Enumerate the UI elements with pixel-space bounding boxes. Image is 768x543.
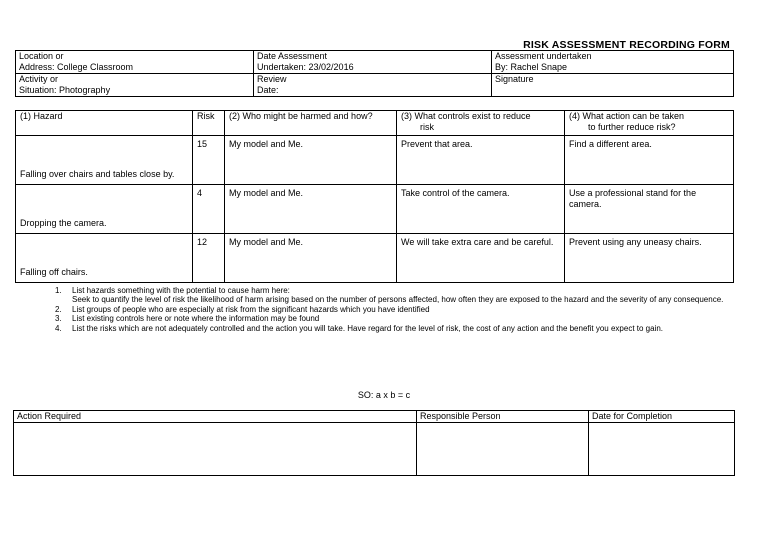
action-header-line1: (4) What action can be taken [569, 111, 685, 121]
list-item [55, 305, 735, 314]
action-required-cell[interactable] [14, 423, 417, 476]
review-cell [254, 74, 492, 97]
responsible-person-cell[interactable] [417, 423, 589, 476]
controls-cell: Take control of the camera. [397, 185, 565, 234]
note-text-detail: Seek to quantify the level of risk the likelihood of harm arising based on the number of persons affected, how often they are exposed to the hazard and the severity of any consequence. [72, 295, 724, 305]
date-cell [254, 51, 492, 74]
action-required-header: Action Required [14, 411, 417, 423]
note-text: List the risks which are not adequately controlled and the action you will take. Have regard for the level of risk, the cost of any action and the benefit you expect to gain. [72, 323, 664, 333]
list-number: 1. [55, 286, 62, 295]
table-row [14, 423, 735, 476]
date-value: Undertaken: 23/02/2016 [257, 62, 354, 72]
action-header [565, 111, 734, 136]
action-cell: Find a different area. [565, 136, 734, 185]
location-value: Address: College Classroom [19, 62, 134, 72]
risk-cell: 12 [193, 234, 225, 283]
header-table [15, 50, 734, 97]
list-item [55, 314, 735, 323]
hazard-table [15, 110, 734, 283]
assessor-value: By: Rachel Snape [495, 62, 568, 72]
instructions-list [55, 286, 735, 333]
action-table [13, 410, 735, 476]
note-text: List hazards something with the potential to cause harm here: [72, 286, 290, 295]
table-row [16, 136, 734, 185]
risk-formula: SO: a x b = c [357, 390, 411, 400]
risk-cell: 4 [193, 185, 225, 234]
action-table-header [14, 411, 735, 423]
activity-value: Situation: Photography [19, 85, 111, 95]
action-header-line2: to further reduce risk? [588, 122, 676, 132]
hazard-cell: Dropping the camera. [16, 185, 193, 234]
hazard-table-header [16, 111, 734, 136]
who-header: (2) Who might be harmed and how? [225, 111, 397, 136]
who-cell: My model and Me. [225, 185, 397, 234]
hazard-cell: Falling over chairs and tables close by. [16, 136, 193, 185]
review-value: Date: [257, 85, 279, 95]
signature-cell [492, 74, 734, 97]
list-number: 4. [55, 323, 62, 333]
action-cell: Use a professional stand for the camera. [565, 185, 734, 234]
note-text: List existing controls here or note where the information may be found [72, 314, 320, 324]
risk-header: Risk [193, 111, 225, 136]
who-cell: My model and Me. [225, 136, 397, 185]
location-label: Location or [19, 51, 64, 61]
hazard-header: (1) Hazard [16, 111, 193, 136]
controls-header-line2: risk [420, 122, 434, 132]
risk-cell: 15 [193, 136, 225, 185]
assessor-cell [492, 51, 734, 74]
controls-header [397, 111, 565, 136]
note-text: List groups of people who are especially at risk from the significant hazards which you have identified [72, 304, 430, 314]
review-label: Review [257, 74, 287, 84]
signature-label: Signature [495, 74, 534, 84]
controls-cell: Prevent that area. [397, 136, 565, 185]
controls-cell: We will take extra care and be careful. [397, 234, 565, 283]
date-label: Date Assessment [257, 51, 328, 61]
hazard-cell: Falling off chairs. [16, 234, 193, 283]
responsible-person-header: Responsible Person [417, 411, 589, 423]
table-row [16, 185, 734, 234]
activity-cell [16, 74, 254, 97]
list-item [55, 324, 735, 333]
who-cell: My model and Me. [225, 234, 397, 283]
list-item [55, 286, 735, 305]
controls-header-line1: (3) What controls exist to reduce [401, 111, 531, 121]
assessor-label: Assessment undertaken [495, 51, 592, 61]
table-row [16, 234, 734, 283]
action-cell: Prevent using any uneasy chairs. [565, 234, 734, 283]
list-number: 3. [55, 314, 62, 324]
date-completion-cell[interactable] [589, 423, 735, 476]
date-completion-header: Date for Completion [589, 411, 735, 423]
list-number: 2. [55, 304, 62, 314]
form-title: RISK ASSESSMENT RECORDING FORM [523, 39, 730, 51]
activity-label: Activity or [19, 74, 59, 84]
location-cell [16, 51, 254, 74]
